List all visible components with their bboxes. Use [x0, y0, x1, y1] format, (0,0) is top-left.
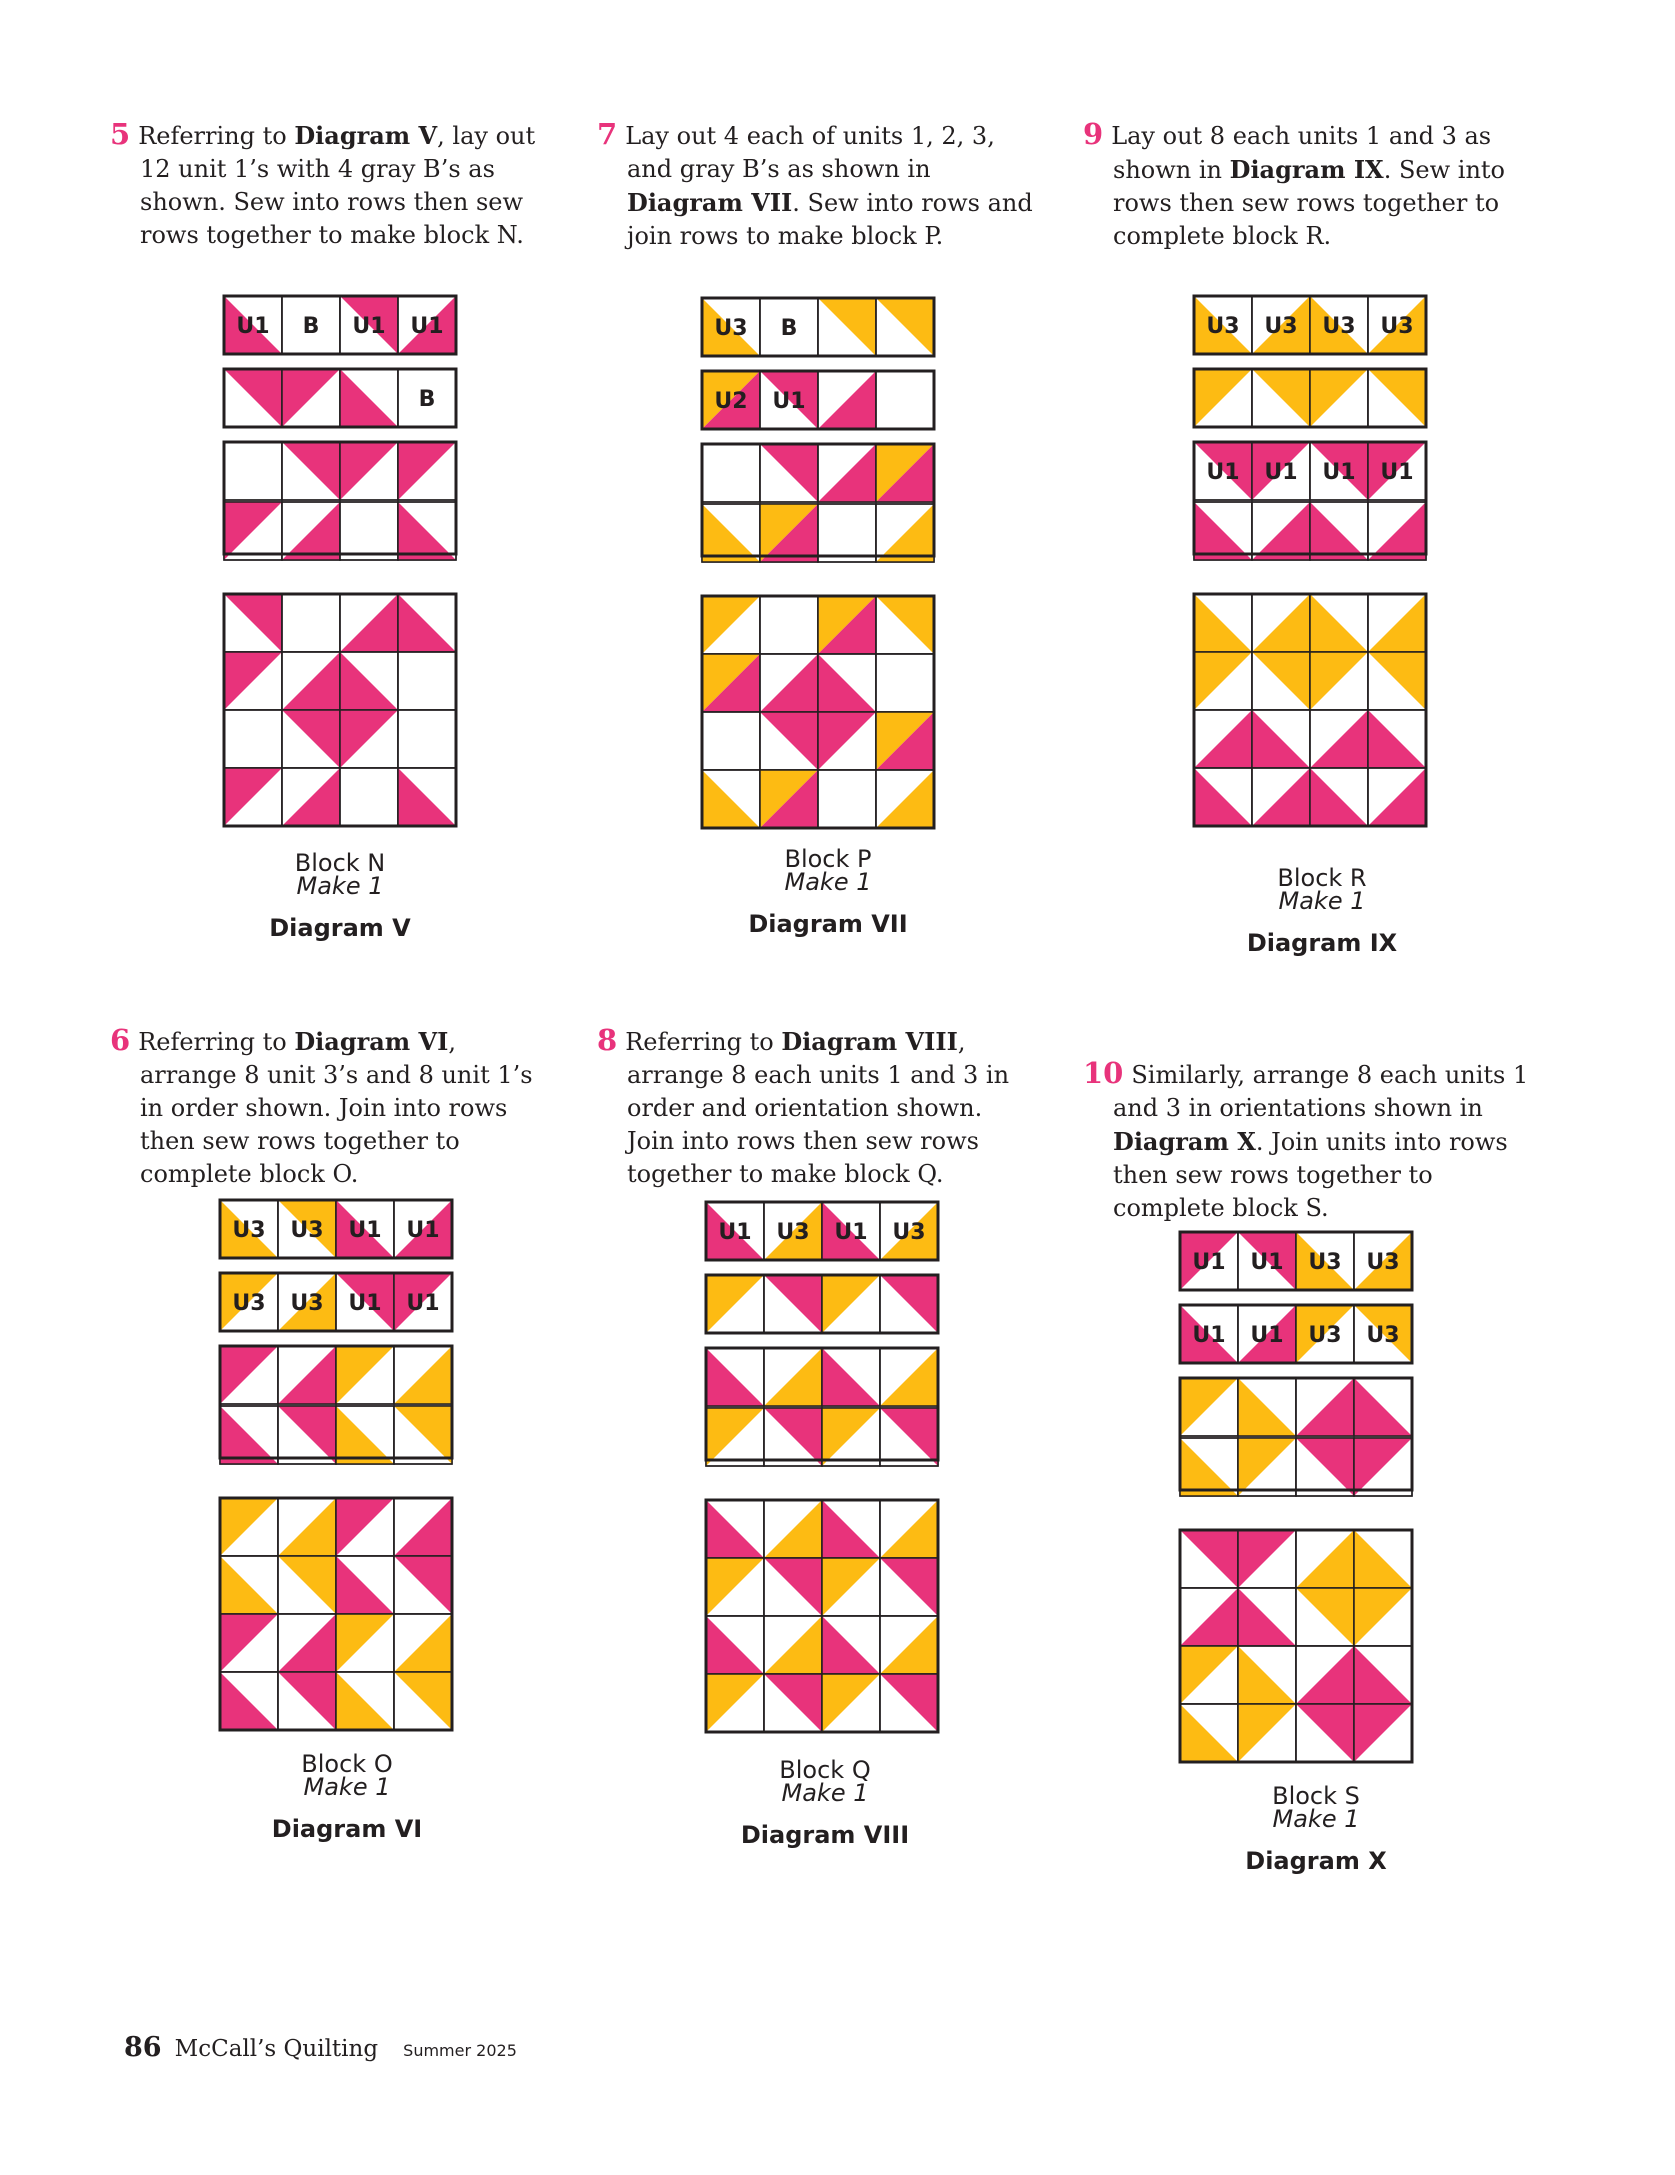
unit-label: U1 — [772, 389, 806, 414]
block-name: Block R — [1277, 864, 1367, 892]
make-count: Make 1 — [303, 1773, 391, 1801]
page-number: 86 — [124, 2032, 162, 2063]
step-10 — [1083, 1057, 1543, 1225]
make-count: Make 1 — [1278, 887, 1366, 915]
unit-row — [706, 1408, 938, 1466]
unit-label: U3 — [1308, 1323, 1342, 1348]
unit-label: U3 — [232, 1291, 266, 1316]
unit-row — [220, 1346, 452, 1404]
step-text: , arrange 8 each units 1 and 3 in order and orientation shown. Join into rows then sew rows together to make block Q. — [627, 1028, 1010, 1188]
unit-label: U3 — [290, 1218, 324, 1243]
unit-label: U3 — [1206, 314, 1240, 339]
quilt-square — [398, 710, 456, 768]
unit-row — [706, 1275, 938, 1333]
step-number: 10 — [1083, 1056, 1124, 1090]
block-name: Block O — [301, 1750, 393, 1778]
caption-diagram-vi — [227, 1752, 467, 1843]
unit-label: B — [780, 316, 798, 341]
step-5 — [110, 118, 550, 252]
step-text: , arrange 8 unit 3’s and 8 unit 1’s in order shown. Join into rows then sew rows together to complete block O. — [140, 1028, 533, 1188]
unit-label: U3 — [232, 1218, 266, 1243]
unit-row — [1180, 1305, 1412, 1363]
unit-label: B — [302, 314, 320, 339]
page-footer — [124, 2032, 517, 2063]
diagram-vi — [216, 1196, 468, 1736]
unit-label: U1 — [352, 314, 386, 339]
caption-diagram-viii — [705, 1758, 945, 1849]
unit-label: U1 — [834, 1220, 868, 1245]
exploded-layout — [1194, 296, 1426, 560]
exploded-layout — [220, 1200, 452, 1464]
unit-label: U1 — [1380, 460, 1414, 485]
unit-label: U1 — [718, 1220, 752, 1245]
unit-row — [220, 1273, 452, 1331]
step-number: 6 — [110, 1023, 131, 1057]
exploded-layout — [702, 298, 934, 562]
diagram-title: Diagram VIII — [740, 1821, 910, 1849]
step-text: . Sew into rows and join rows to make block P. — [627, 189, 1033, 250]
step-text: . Join units into rows then sew rows together to complete block S. — [1113, 1128, 1508, 1222]
unit-row — [1194, 442, 1426, 500]
step-number: 8 — [597, 1023, 618, 1057]
step-text: Referring to — [138, 122, 295, 150]
quilt-square — [282, 594, 340, 652]
diagram-v — [220, 292, 460, 837]
unit-label: U3 — [714, 316, 748, 341]
unit-label: U1 — [1192, 1323, 1226, 1348]
diagram-title: Diagram IX — [1246, 929, 1398, 957]
step-text: Lay out 4 each of units 1, 2, 3, and gray B’s as shown in — [625, 122, 995, 183]
quilt-square — [818, 504, 876, 562]
unit-row — [1194, 502, 1426, 560]
unit-label: U3 — [1366, 1323, 1400, 1348]
diagram-ix — [1190, 292, 1430, 852]
quilt-square — [340, 768, 398, 826]
step-text: , lay out 12 unit 1’s with 4 gray B’s as shown. Sew into rows then sew rows together to make block N. — [140, 122, 536, 249]
unit-row — [1194, 369, 1426, 427]
unit-label: U1 — [348, 1291, 382, 1316]
step-7 — [597, 118, 1037, 253]
unit-row — [706, 1348, 938, 1406]
diagram-title: Diagram V — [269, 914, 411, 942]
diagram-vii — [698, 294, 950, 839]
step-9 — [1083, 118, 1523, 253]
exploded-layout — [1180, 1232, 1412, 1496]
block-name: Block S — [1272, 1782, 1360, 1810]
unit-label: U3 — [290, 1291, 324, 1316]
unit-label: U1 — [236, 314, 270, 339]
diagram-reference: Diagram X — [1113, 1127, 1256, 1156]
finished-block — [224, 594, 456, 826]
step-text: Similarly, arrange 8 each units 1 and 3 in orientations shown in — [1113, 1061, 1529, 1122]
unit-label: U1 — [406, 1218, 440, 1243]
step-text: Referring to — [138, 1028, 295, 1056]
diagram-reference: Diagram V — [294, 121, 438, 150]
quilt-square — [876, 371, 934, 429]
finished-block — [702, 596, 934, 828]
unit-row — [702, 371, 934, 429]
quilt-square — [876, 654, 934, 712]
unit-row — [1180, 1232, 1412, 1290]
caption-diagram-v — [220, 851, 460, 942]
quilt-square — [398, 652, 456, 710]
caption-diagram-x — [1196, 1784, 1436, 1875]
magazine-name: McCall’s Quilting — [174, 2036, 379, 2062]
diagram-title: Diagram X — [1245, 1847, 1387, 1875]
diagram-reference: Diagram VII — [627, 188, 793, 217]
make-count: Make 1 — [296, 872, 384, 900]
quilt-square — [224, 710, 282, 768]
unit-label: U3 — [1308, 1250, 1342, 1275]
unit-row — [220, 1406, 452, 1464]
issue-date: Summer 2025 — [403, 2041, 517, 2060]
quilt-square — [702, 444, 760, 502]
quilt-square — [760, 596, 818, 654]
unit-row — [706, 1202, 938, 1260]
unit-row — [1180, 1378, 1412, 1436]
unit-label: U1 — [1250, 1250, 1284, 1275]
diagram-reference: Diagram VI — [294, 1027, 449, 1056]
step-6 — [110, 1024, 550, 1191]
quilt-square — [818, 770, 876, 828]
unit-row — [702, 504, 934, 562]
unit-label: U1 — [1322, 460, 1356, 485]
step-text: Lay out 8 each units 1 and 3 as shown in — [1111, 122, 1492, 184]
diagram-reference: Diagram IX — [1229, 155, 1384, 184]
step-number: 5 — [110, 117, 131, 151]
unit-row — [1194, 296, 1426, 354]
unit-row — [224, 296, 456, 354]
quilt-square — [224, 442, 282, 500]
diagram-title: Diagram VII — [748, 910, 908, 938]
unit-label: U1 — [1206, 460, 1240, 485]
unit-label: U2 — [714, 389, 748, 414]
block-name: Block Q — [779, 1756, 871, 1784]
finished-block — [706, 1500, 938, 1732]
finished-block — [1180, 1530, 1412, 1762]
unit-row — [224, 442, 456, 500]
diagram-viii — [702, 1198, 942, 1743]
unit-row — [224, 502, 456, 560]
unit-row — [702, 298, 934, 356]
diagram-x — [1176, 1228, 1436, 1768]
make-count: Make 1 — [784, 868, 872, 896]
unit-label: U1 — [1250, 1323, 1284, 1348]
unit-row — [702, 444, 934, 502]
unit-row — [1180, 1438, 1412, 1496]
unit-label: U1 — [1192, 1250, 1226, 1275]
unit-label: U3 — [892, 1220, 926, 1245]
finished-block — [220, 1498, 452, 1730]
unit-label: U1 — [1264, 460, 1298, 485]
unit-label: U1 — [406, 1291, 440, 1316]
diagram-reference: Diagram VIII — [781, 1027, 958, 1056]
exploded-layout — [706, 1202, 938, 1466]
quilt-square — [340, 502, 398, 560]
block-name: Block P — [784, 845, 872, 873]
step-number: 7 — [597, 117, 618, 151]
diagram-title: Diagram VI — [271, 1815, 423, 1843]
unit-label: B — [418, 387, 436, 412]
unit-label: U1 — [410, 314, 444, 339]
exploded-layout — [224, 296, 456, 560]
step-text: . Sew into rows then sew rows together to complete block R. — [1113, 156, 1505, 250]
unit-label: U3 — [1366, 1250, 1400, 1275]
unit-label: U3 — [1380, 314, 1414, 339]
block-name: Block N — [294, 849, 386, 877]
caption-diagram-vii — [708, 847, 948, 938]
unit-label: U3 — [1264, 314, 1298, 339]
unit-label: U3 — [1322, 314, 1356, 339]
unit-row — [224, 369, 456, 427]
unit-label: U3 — [776, 1220, 810, 1245]
caption-diagram-ix — [1202, 866, 1442, 957]
step-number: 9 — [1083, 117, 1104, 151]
make-count: Make 1 — [781, 1779, 869, 1807]
unit-label: U1 — [348, 1218, 382, 1243]
quilt-square — [702, 712, 760, 770]
finished-block — [1194, 594, 1426, 826]
step-text: Referring to — [625, 1028, 782, 1056]
step-8 — [597, 1024, 1037, 1191]
unit-row — [220, 1200, 452, 1258]
make-count: Make 1 — [1272, 1805, 1360, 1833]
